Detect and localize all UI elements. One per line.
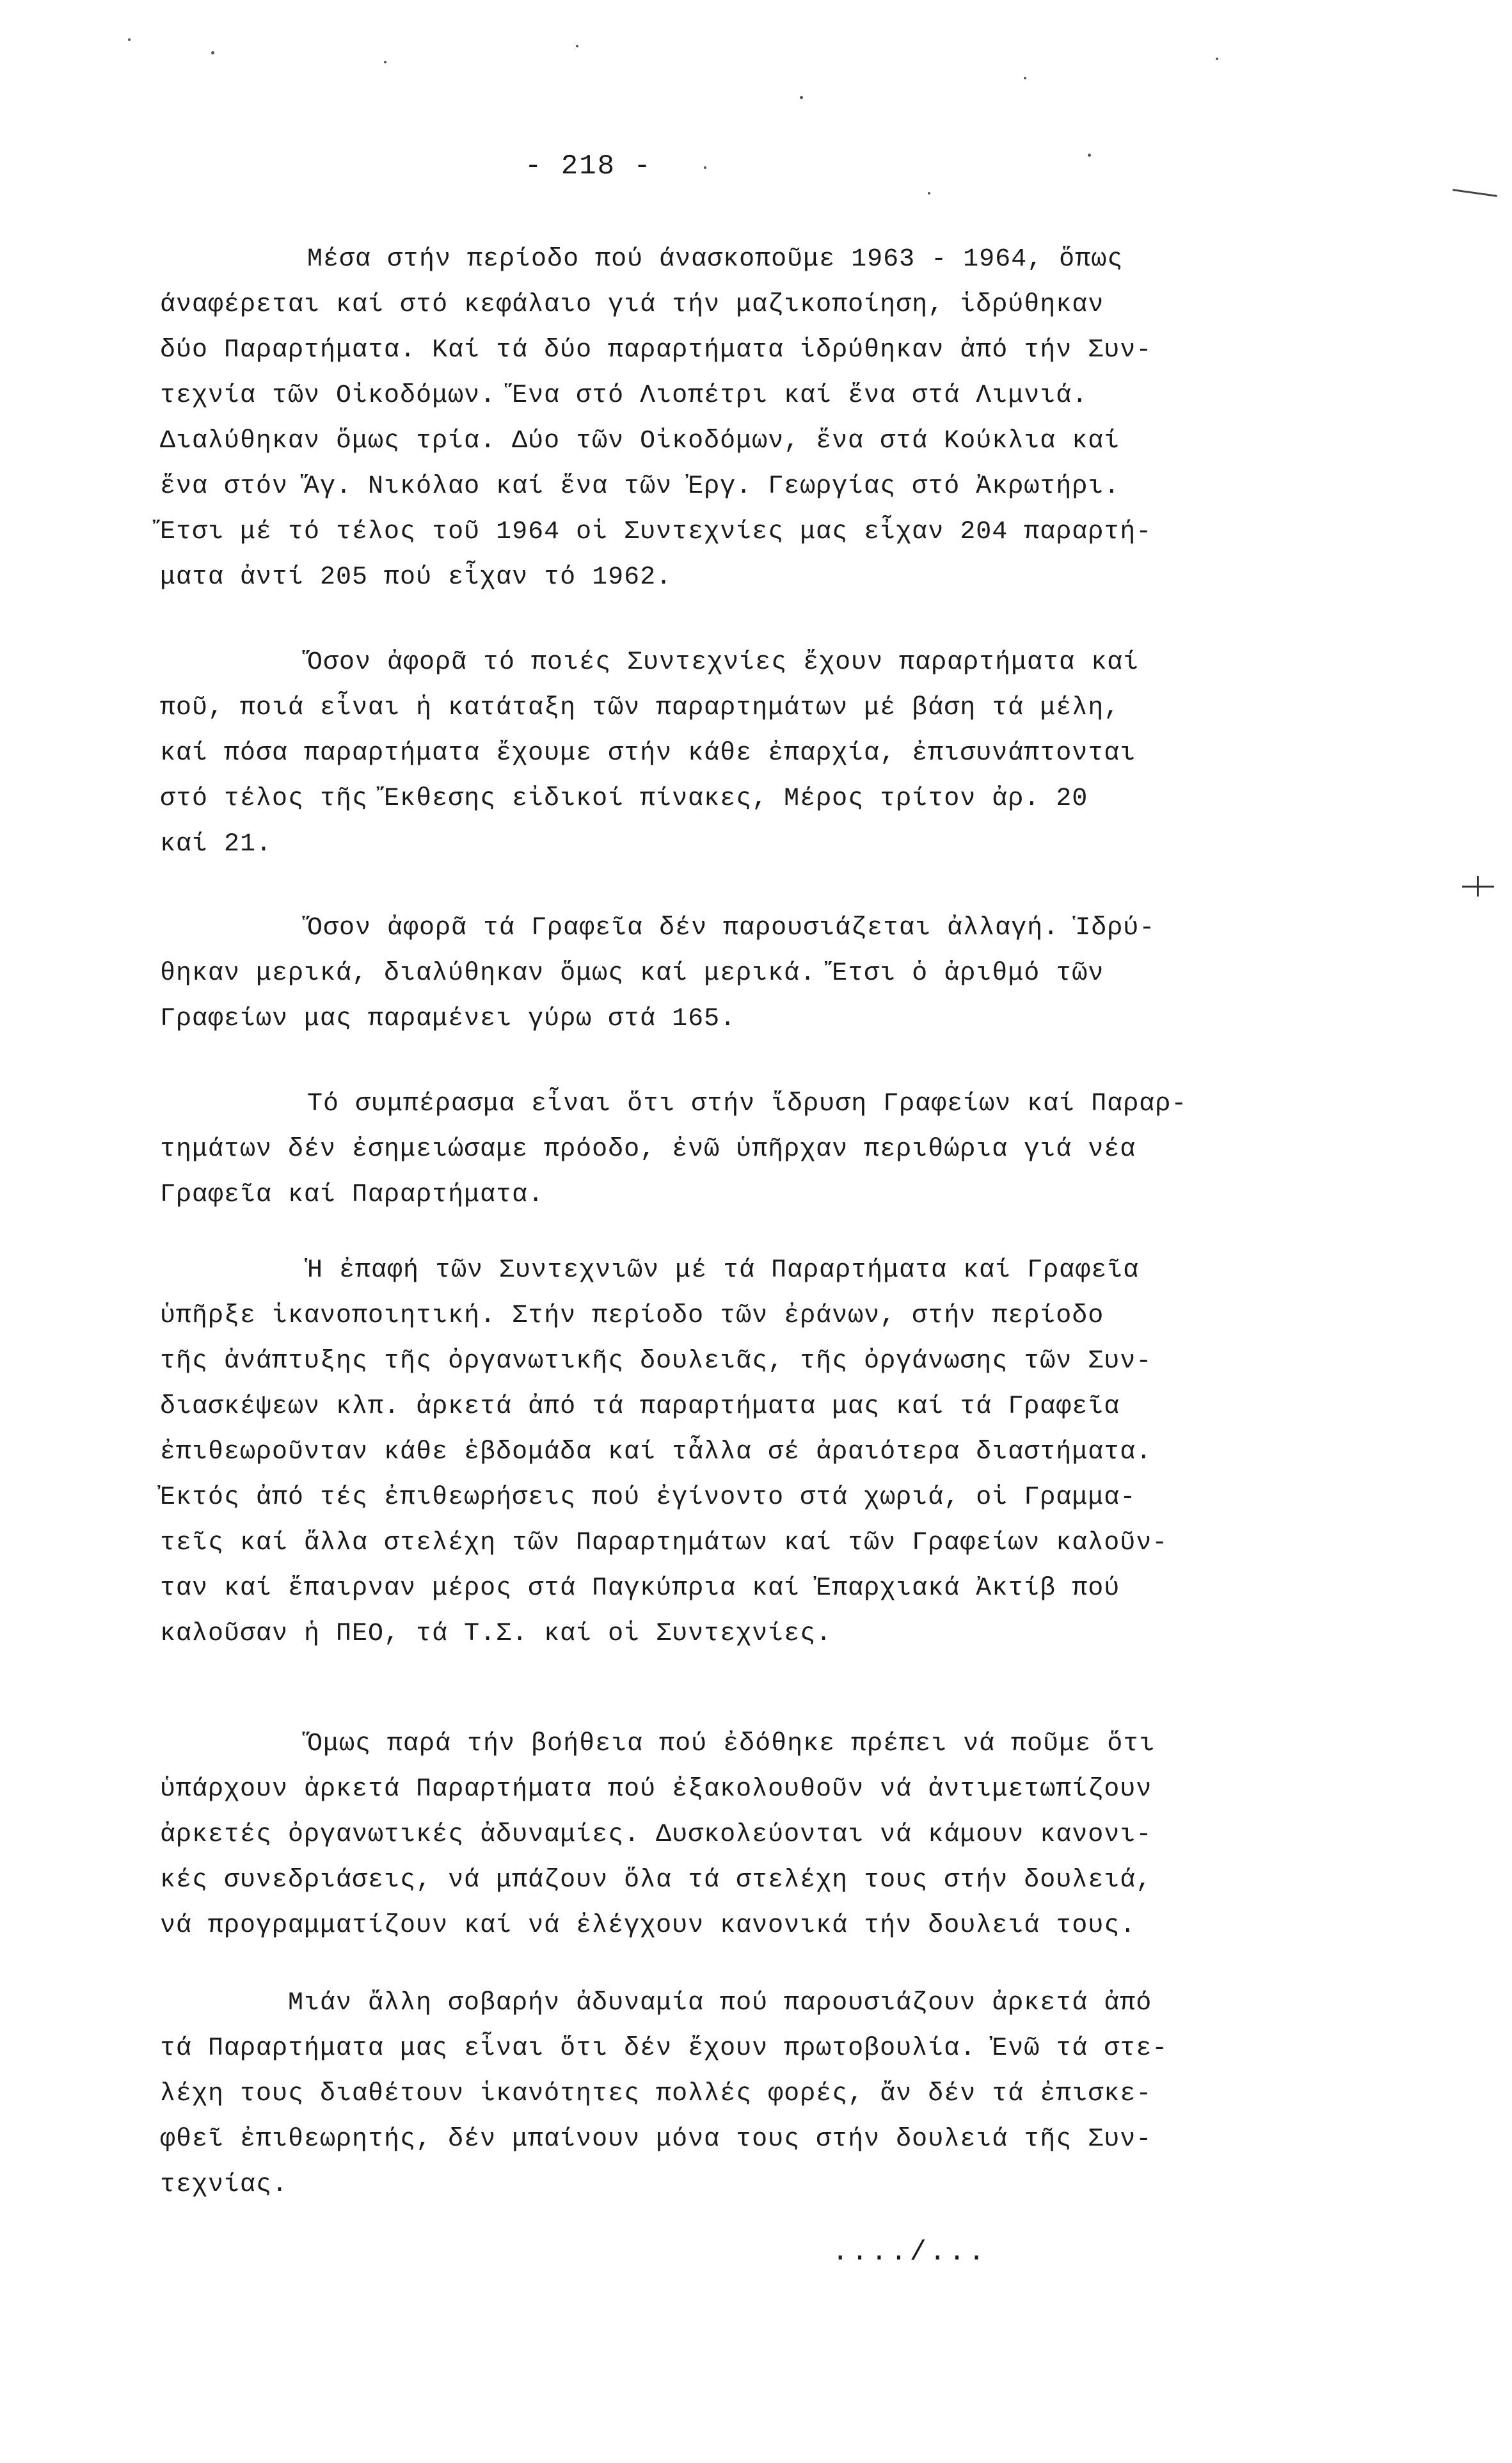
text-line: τεχνίας. xyxy=(160,2171,289,2199)
page-number: - 218 - xyxy=(525,150,652,182)
text-line: τεῖς καί ἄλλα στελέχη τῶν Παραρτημάτων καί τῶν Γραφείων καλοῦν- xyxy=(160,1529,1168,1558)
scan-speck xyxy=(800,96,803,99)
scan-speck xyxy=(1216,58,1218,60)
scan-speck xyxy=(1088,154,1091,157)
paragraph-1 xyxy=(160,237,1248,600)
text-line: Γραφείων μας παραμένει γύρω στά 165. xyxy=(160,1005,736,1033)
text-line: Ἔτσι μέ τό τέλος τοῦ 1964 οἱ Συντεχνίες μας εἶχαν 204 παραρτή- xyxy=(160,518,1152,546)
text-line: λέχη τους διαθέτουν ἱκανότητες πολλές φορές, ἄν δέν τά ἐπισκε- xyxy=(160,2080,1152,2108)
text-line: ἐπιθεωροῦνταν κάθε ἑβδομάδα καί τἆλλα σέ ἀραιότερα διαστήματα. xyxy=(160,1438,1152,1467)
scan-speck xyxy=(211,51,214,54)
text-line: Ἐκτός ἀπό τές ἐπιθεωρήσεις πού ἐγίνοντο στά χωριά, οἱ Γραμμα- xyxy=(160,1483,1136,1512)
text-line: ματα ἀντί 205 πού εἶχαν τό 1962. xyxy=(160,563,672,592)
scan-speck xyxy=(576,45,578,47)
text-line: καί πόσα παραρτήματα ἔχουμε στήν κάθε ἐπαρχία, ἐπισυνάπτονται xyxy=(160,739,1136,768)
paragraph-6 xyxy=(160,1721,1248,1949)
continuation-mark: ..../... xyxy=(832,2236,988,2268)
text-line: φθεῖ ἐπιθεωρητής, δέν μπαίνουν μόνα τους στήν δουλειά τῆς Συν- xyxy=(160,2125,1152,2154)
paragraph-7 xyxy=(160,1981,1248,2208)
text-line: τῆς ἀνάπτυξης τῆς ὀργανωτικῆς δουλειᾶς, τῆς ὀργάνωσης τῶν Συν- xyxy=(160,1347,1152,1376)
text-line: ὑπῆρξε ἱκανοποιητική. Στήν περίοδο τῶν ἐράνων, στήν περίοδο xyxy=(160,1302,1104,1330)
text-line: θηκαν μερικά, διαλύθηκαν ὅμως καί μερικά. Ἔτσι ὁ ἀριθμό τῶν xyxy=(160,959,1104,988)
text-line: Τό συμπέρασμα εἶναι ὅτι στήν ἵδρυση Γραφείων καί Παραρ- xyxy=(307,1090,1188,1119)
scan-speck xyxy=(384,61,386,63)
text-line: καί 21. xyxy=(160,830,273,859)
text-line: ἕνα στόν Ἅγ. Νικόλαο καί ἕνα τῶν Ἐργ. Γεωργίας στό Ἀκρωτήρι. xyxy=(160,472,1120,501)
text-line: καλοῦσαν ἡ ΠΕΟ, τά Τ.Σ. καί οἱ Συντεχνίες. xyxy=(160,1620,832,1648)
text-line: ταν καί ἔπαιρναν μέρος στά Παγκύπρια καί Ἐπαρχιακά Ἀκτίβ πού xyxy=(160,1574,1120,1603)
text-line: Διαλύθηκαν ὅμως τρία. Δύο τῶν Οἰκοδόμων, ἕνα στά Κούκλια καί xyxy=(160,427,1120,456)
scan-speck xyxy=(928,192,930,195)
text-line: κές συνεδριάσεις, νά μπάζουν ὅλα τά στελέχη τους στήν δουλειά, xyxy=(160,1866,1152,1895)
scan-speck xyxy=(1024,77,1026,79)
scan-speck xyxy=(704,166,706,169)
text-line: τεχνία τῶν Οἰκοδόμων. Ἕνα στό Λιοπέτρι καί ἕνα στά Λιμνιά. xyxy=(160,381,1088,410)
text-line: διασκέψεων κλπ. ἀρκετά ἀπό τά παραρτήματα μας καί τά Γραφεῖα xyxy=(160,1392,1120,1421)
paragraph-2 xyxy=(160,640,1248,867)
scan-speck xyxy=(128,38,131,41)
text-line: Ὅσον ἀφορᾶ τά Γραφεῖα δέν παρουσιάζεται ἀλλαγή. Ἱδρύ- xyxy=(307,914,1156,943)
text-line: Ὅμως παρά τήν βοήθεια πού ἐδόθηκε πρέπει νά ποῦμε ὅτι xyxy=(307,1730,1156,1758)
text-line: στό τέλος τῆς Ἔκθεσης εἰδικοί πίνακες, Μέρος τρίτον ἀρ. 20 xyxy=(160,785,1088,813)
paragraph-4 xyxy=(160,1081,1248,1218)
text-line: Ὅσον ἀφορᾶ τό ποιές Συντεχνίες ἔχουν παραρτήματα καί xyxy=(307,648,1140,677)
scan-edge-mark xyxy=(1452,189,1497,197)
paragraph-5 xyxy=(160,1248,1248,1657)
text-line: τά Παραρτήματα μας εἶναι ὅτι δέν ἔχουν πρωτοβουλία. Ἐνῶ τά στε- xyxy=(160,2034,1168,2063)
text-line: τημάτων δέν ἐσημειώσαμε πρόοδο, ἐνῶ ὑπῆρχαν περιθώρια γιά νέα xyxy=(160,1135,1136,1164)
text-line: Ἡ ἐπαφή τῶν Συντεχνιῶν μέ τά Παραρτήματα καί Γραφεῖα xyxy=(307,1256,1140,1285)
text-line: δύο Παραρτήματα. Καί τά δύο παραρτήματα ἱδρύθηκαν ἀπό τήν Συν- xyxy=(160,336,1152,365)
text-line: νά προγραμματίζουν καί νά ἐλέγχουν κανονικά τήν δουλειά τους. xyxy=(160,1911,1136,1940)
text-line: ἀρκετές ὀργανωτικές ἀδυναμίες. Δυσκολεύονται νά κάμουν κανονι- xyxy=(160,1821,1152,1849)
text-line: ὑπάρχουν ἀρκετά Παραρτήματα πού ἐξακολουθοῦν νά ἀντιμετωπίζουν xyxy=(160,1775,1152,1804)
text-line: Μιάν ἄλλη σοβαρήν ἀδυναμία πού παρουσιάζουν ἀρκετά ἀπό xyxy=(288,1989,1152,2018)
text-line: άναφέρεται καί στό κεφάλαιο γιά τήν μαζικοποίηση, ἱδρύθηκαν xyxy=(160,291,1104,319)
text-line: Μέσα στήν περίοδο πού άνασκοποῦμε 1963 - 1964, ὅπως xyxy=(307,245,1124,274)
paragraph-3 xyxy=(160,905,1248,1042)
registration-mark xyxy=(1462,873,1494,899)
text-line: ποῦ, ποιά εἶναι ἡ κατάταξη τῶν παραρτημάτων μέ βάση τά μέλη, xyxy=(160,694,1120,722)
text-line: Γραφεῖα καί Παραρτήματα. xyxy=(160,1181,545,1209)
